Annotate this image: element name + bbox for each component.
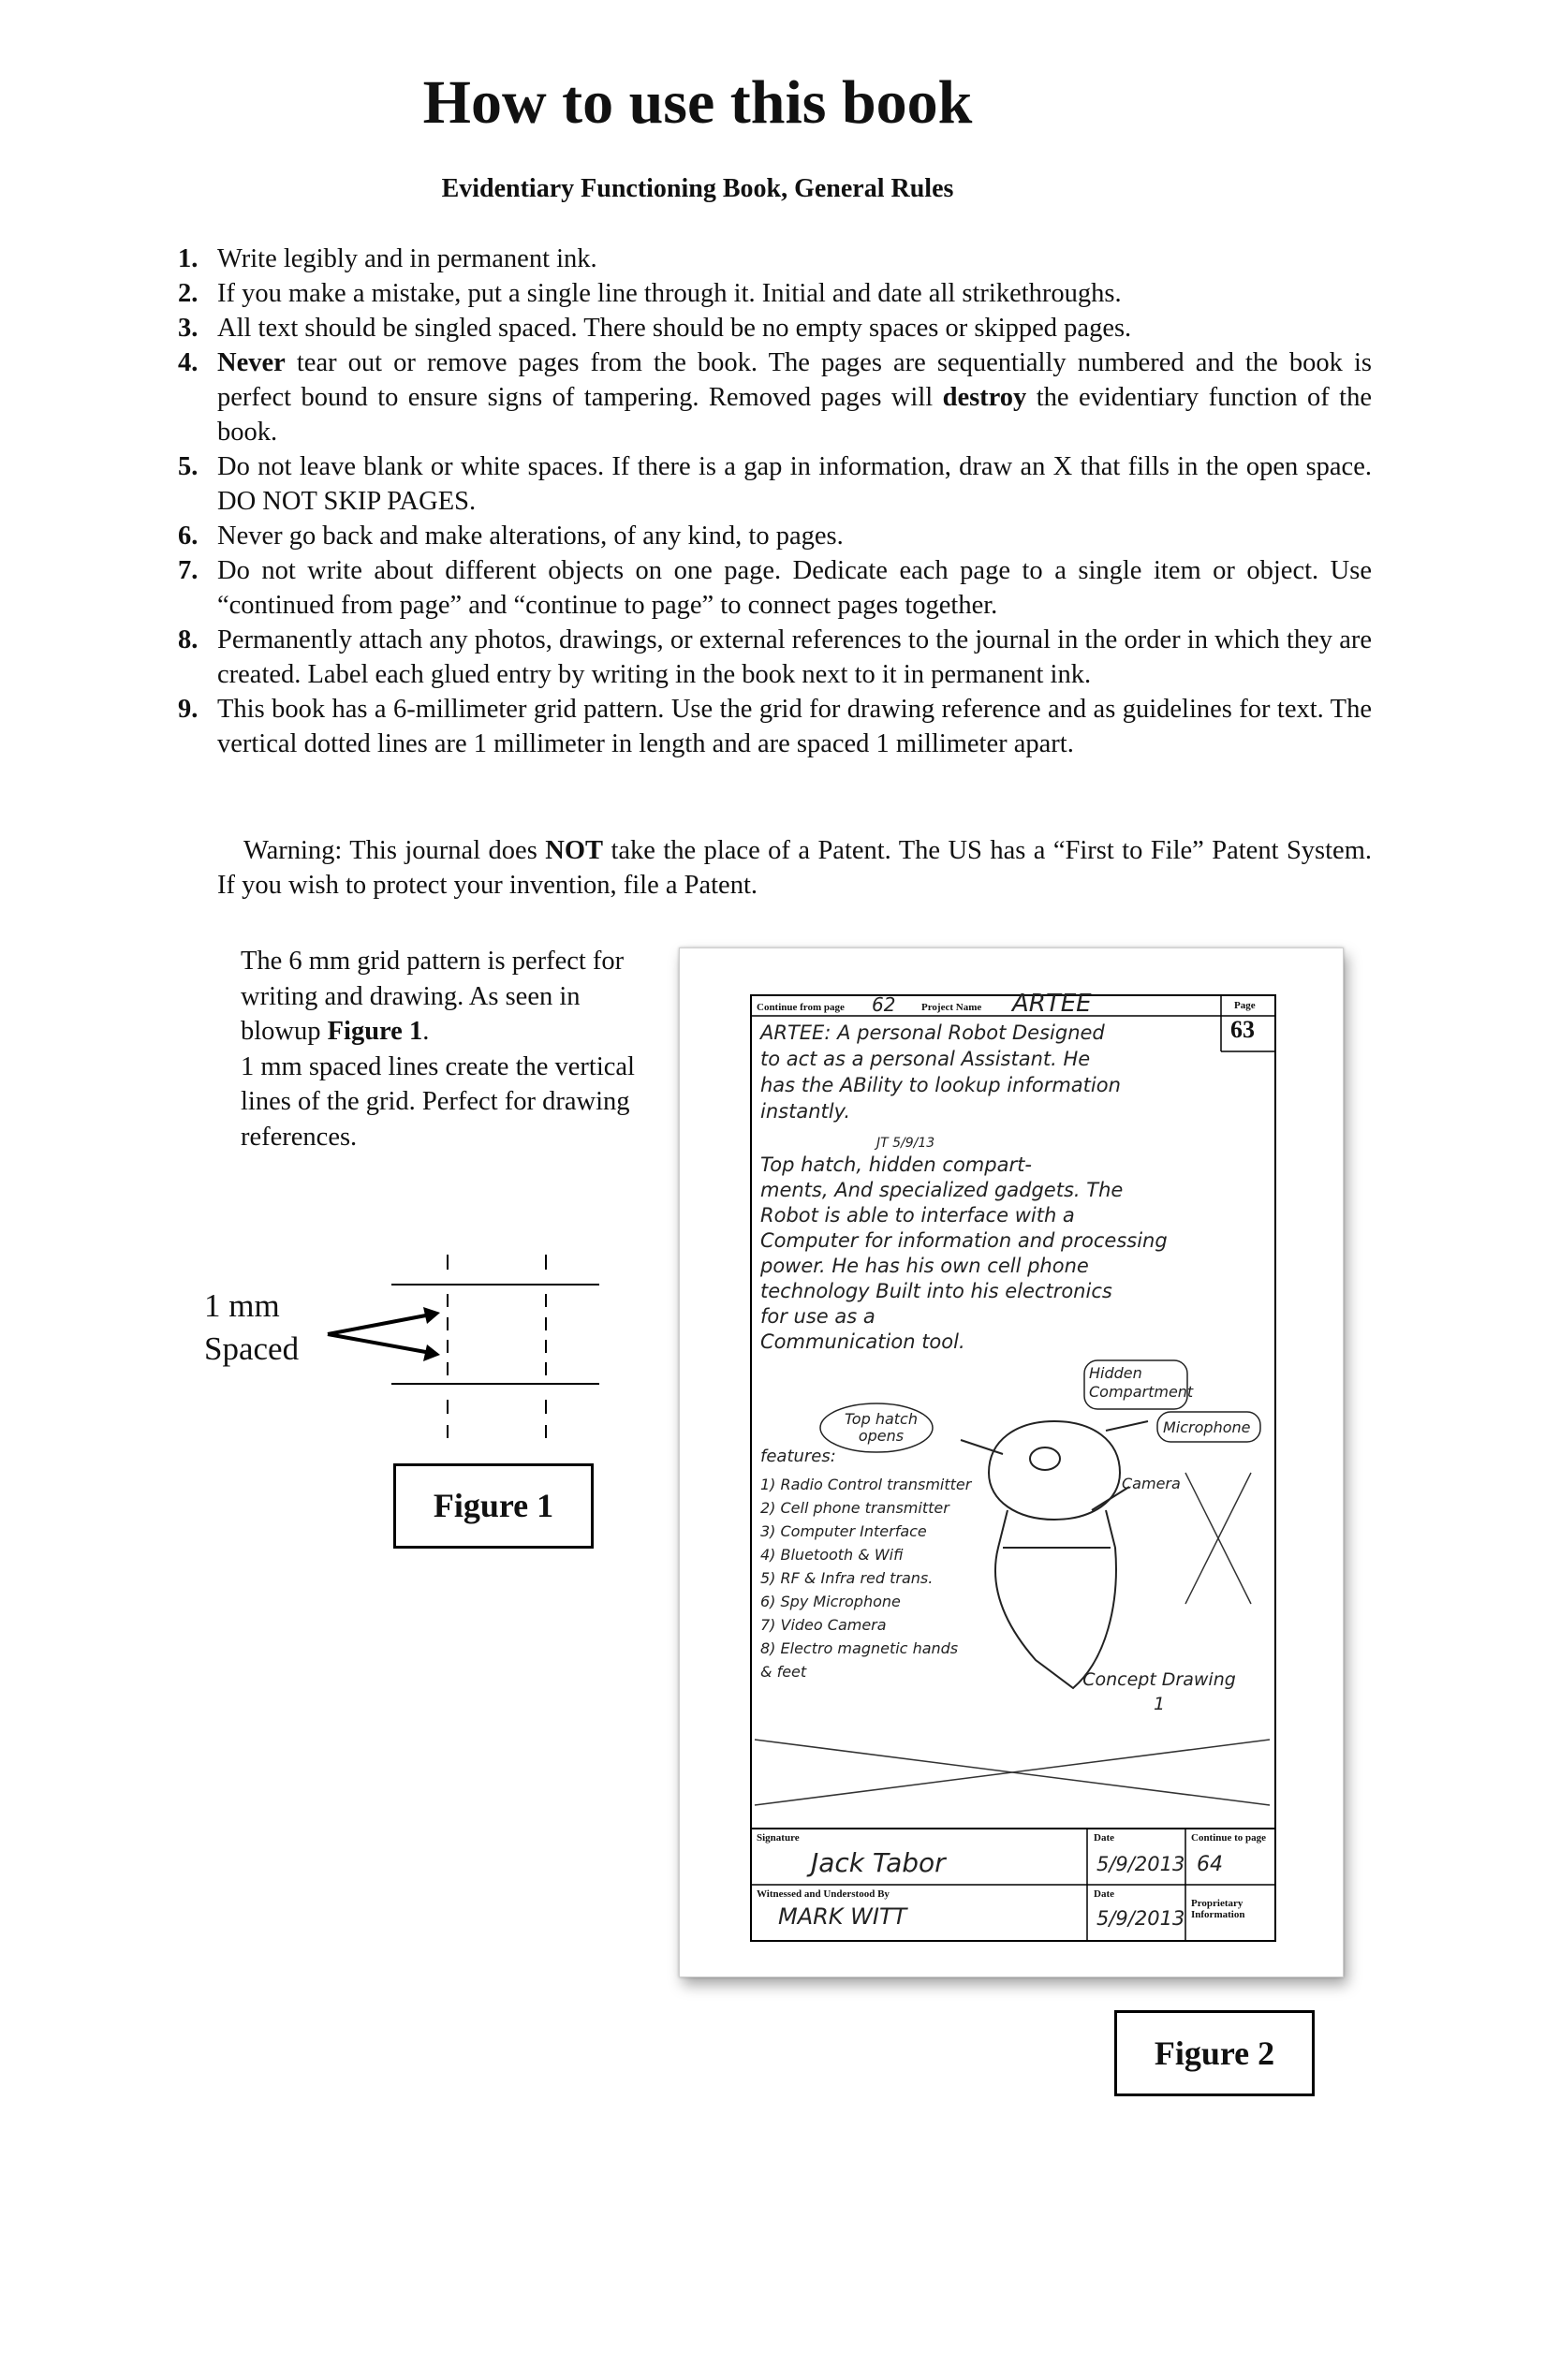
feature-item: 3) Computer Interface xyxy=(760,1522,927,1540)
rule-text: tear out or remove pages from the book. The pages are sequentially numbered and the book is perfect bound to ensure signs of tampering. Removed pages will xyxy=(217,348,1372,412)
signature-label: Signature xyxy=(757,1832,800,1844)
rule-text: If you make a mistake, put a single line through it. Initial and date all strikethroughs. xyxy=(217,279,1122,308)
feature-item: 1) Radio Control transmitter xyxy=(760,1476,972,1493)
mm-spaced-label xyxy=(204,1285,299,1371)
rule-number: 2. xyxy=(178,279,199,308)
rule-text: Do not leave blank or white spaces. If there is a gap in information, draw an X that fills in the open space. DO NOT SKIP PAGES. xyxy=(217,452,1372,516)
date-value: 5/9/2013 xyxy=(1096,1907,1185,1930)
rule-number: 6. xyxy=(178,522,199,551)
rules-list xyxy=(178,242,1372,761)
rule-item xyxy=(178,311,1372,345)
entry-line: Communication tool. xyxy=(760,1330,965,1353)
rule-emphasis: Never xyxy=(217,348,286,377)
entry-line: has the ABility to lookup information xyxy=(760,1074,1121,1096)
continue-to-value: 64 xyxy=(1197,1853,1223,1876)
mm-label-line: Spaced xyxy=(204,1330,300,1367)
entry-line: ments, And specialized gadgets. The xyxy=(760,1179,1124,1201)
rule-text: the evidentiary function of the book. xyxy=(217,383,1372,447)
concept-drawing-label xyxy=(1056,1667,1262,1716)
figure-1-label: Figure 1 xyxy=(393,1463,594,1549)
rule-item xyxy=(178,276,1372,311)
rule-number: 5. xyxy=(178,452,199,481)
caption-text: The 6 mm grid pattern is perfect for writing and drawing. As seen in blowup xyxy=(241,947,625,1046)
features-list xyxy=(760,1473,994,1683)
rule-number: 9. xyxy=(178,695,199,724)
warning-paragraph xyxy=(217,833,1372,903)
warning-emphasis: NOT xyxy=(545,836,603,865)
entry-line: power. He has his own cell phone xyxy=(760,1255,1089,1277)
callout-hidden-compartment: Hidden Compartment xyxy=(1089,1364,1194,1401)
caption-text: . xyxy=(422,1017,430,1046)
entry-line: ARTEE: A personal Robot Designed xyxy=(760,1021,1105,1044)
rule-item xyxy=(178,345,1372,449)
grid-caption xyxy=(241,944,653,1154)
notebook-page-figure xyxy=(679,948,1344,1977)
rule-item xyxy=(178,623,1372,692)
callout-top-hatch: Top hatch opens xyxy=(845,1410,918,1445)
concept-number: 1 xyxy=(1153,1694,1166,1714)
feature-item: 4) Bluetooth & Wifi xyxy=(760,1546,904,1564)
continue-to-label: Continue to page xyxy=(1191,1832,1267,1844)
pointer-arrows xyxy=(328,1307,440,1361)
entry-line: Top hatch, hidden compart- xyxy=(760,1153,1032,1176)
rule-text: Never go back and make alterations, of any kind, to pages. xyxy=(217,522,844,551)
strikethrough-initials: JT 5/9/13 xyxy=(876,1136,935,1151)
feature-item: 6) Spy Microphone xyxy=(760,1593,901,1610)
feature-item: & feet xyxy=(760,1663,807,1681)
rule-item xyxy=(178,692,1372,761)
witness-label: Witnessed and Understood By xyxy=(757,1888,890,1900)
proprietary-label: Proprietary Information xyxy=(1191,1898,1245,1920)
entry-line: instantly. xyxy=(760,1100,851,1123)
callout-microphone: Microphone xyxy=(1163,1418,1251,1436)
notebook-entry-body xyxy=(760,1153,1294,1355)
entry-line: to act as a personal Assistant. He xyxy=(760,1048,1091,1070)
page-title: How to use this book xyxy=(422,68,973,137)
rule-text: Write legibly and in permanent ink. xyxy=(217,244,597,273)
date-label: Date xyxy=(1094,1888,1114,1900)
warning-text: take the place of a Patent. The US has a “First to File” Patent System. If you wish to protect your invention, file a Patent. xyxy=(217,836,1372,900)
date-value: 5/9/2013 xyxy=(1096,1853,1185,1875)
features-title: features: xyxy=(760,1447,836,1466)
rule-item xyxy=(178,449,1372,519)
rule-emphasis: destroy xyxy=(942,383,1027,412)
caption-figure-ref: Figure 1 xyxy=(327,1017,423,1046)
mm-label-line: 1 mm xyxy=(204,1287,280,1324)
witness-value: MARK WITT xyxy=(778,1903,907,1930)
rule-text: Permanently attach any photos, drawings, or external references to the journal in the order in which they are created. Label each glued entry by writing in the book next to it in permanent ink. xyxy=(217,625,1372,689)
rule-number: 7. xyxy=(178,556,199,585)
rule-text: Do not write about different objects on one page. Dedicate each page to a single item or object. Use “continued from page” and “continue to page” to connect pages together. xyxy=(217,556,1372,620)
signature-value: Jack Tabor xyxy=(811,1847,946,1878)
rule-number: 3. xyxy=(178,314,199,343)
rule-text: All text should be singled spaced. There should be no empty spaces or skipped pages. xyxy=(217,314,1132,343)
grid-blowup-diagram xyxy=(318,1245,618,1451)
rule-text: This book has a 6-millimeter grid pattern. Use the grid for drawing reference and as guidelines for text. The vertical dotted lines are 1 millimeter in length and are spaced 1 millimeter apart. xyxy=(217,695,1372,758)
rule-item xyxy=(178,553,1372,623)
feature-item: 7) Video Camera xyxy=(760,1616,887,1634)
notebook-entry-intro xyxy=(760,1020,1285,1124)
date-label: Date xyxy=(1094,1832,1114,1844)
page-label: Page xyxy=(1234,1000,1256,1011)
continue-from-value: 62 xyxy=(872,993,896,1016)
rule-number: 4. xyxy=(178,348,199,377)
project-name-label: Project Name xyxy=(921,1002,982,1013)
feature-item: 8) Electro magnetic hands xyxy=(760,1639,959,1657)
rule-item xyxy=(178,519,1372,553)
entry-line: Computer for information and processing xyxy=(760,1229,1168,1252)
figure-2-label: Figure 2 xyxy=(1114,2010,1315,2096)
callout-camera: Camera xyxy=(1122,1475,1181,1492)
caption-text: 1 mm spaced lines create the vertical lines of the grid. Perfect for drawing references. xyxy=(241,1051,635,1152)
project-name-value: ARTEE xyxy=(1012,990,1092,1018)
concept-title: Concept Drawing xyxy=(1082,1669,1236,1690)
warning-text: Warning: This journal does xyxy=(243,836,546,865)
page-number: 63 xyxy=(1230,1016,1255,1043)
entry-line: for use as a xyxy=(760,1305,876,1328)
feature-item: 5) RF & Infra red trans. xyxy=(760,1569,934,1587)
page-frame xyxy=(751,995,1275,1941)
continue-from-label: Continue from page xyxy=(757,1002,845,1013)
rule-number: 1. xyxy=(178,244,199,273)
rule-item xyxy=(178,242,1372,276)
entry-line: technology Built into his electronics xyxy=(760,1280,1112,1302)
entry-line: Robot is able to interface with a xyxy=(760,1204,1075,1227)
page-subtitle: Evidentiary Functioning Book, General Rules xyxy=(441,174,954,203)
feature-item: 2) Cell phone transmitter xyxy=(760,1499,949,1517)
rule-number: 8. xyxy=(178,625,199,654)
